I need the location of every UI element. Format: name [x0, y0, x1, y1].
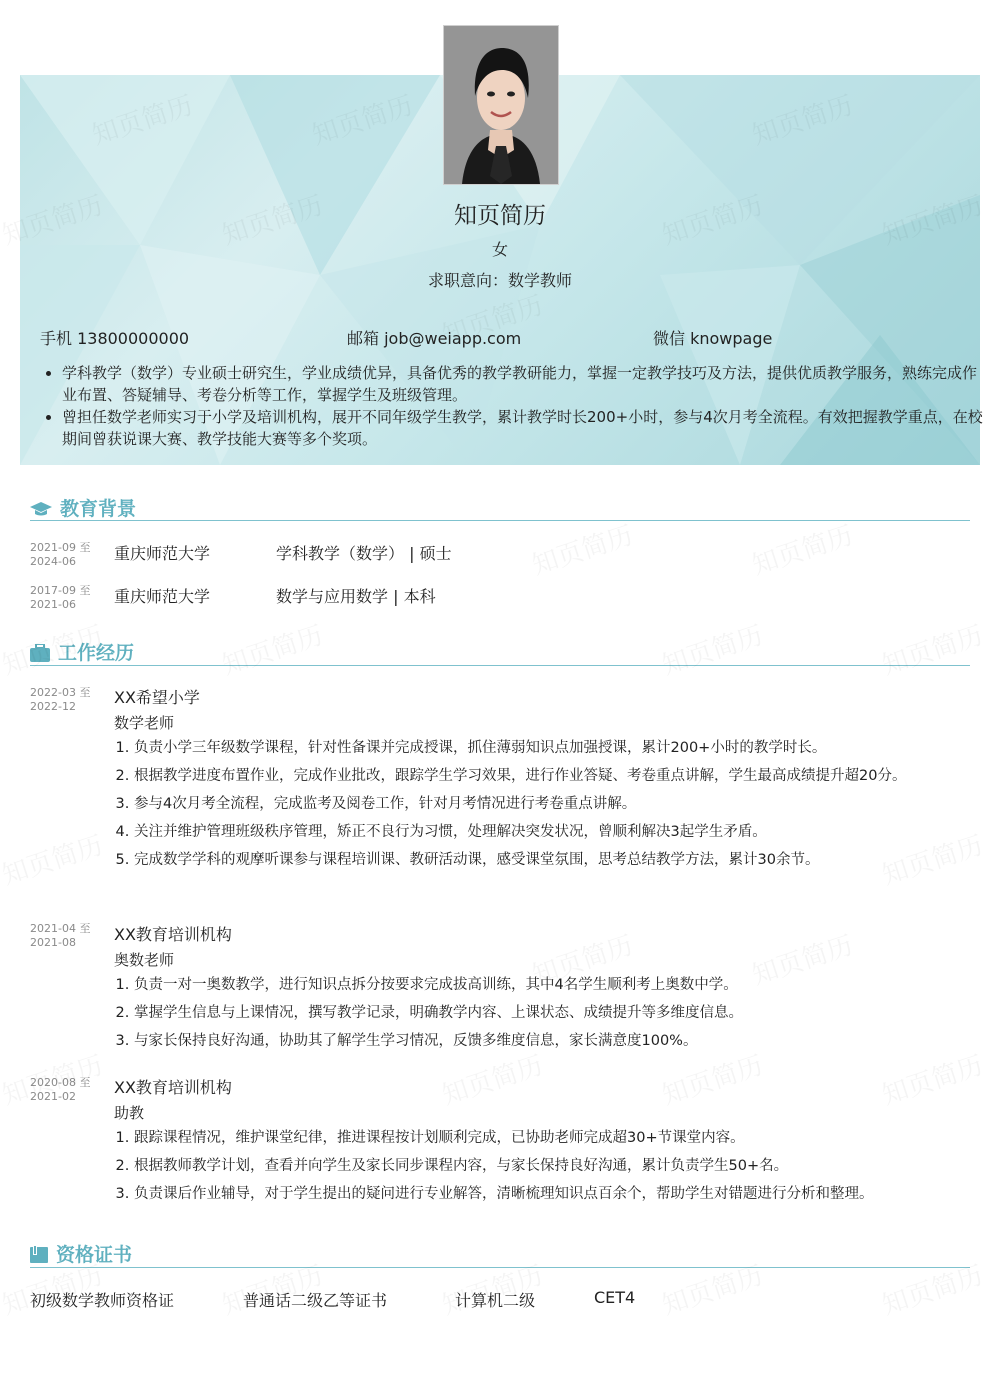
watermark-text — [217, 615, 327, 682]
summary-item: • 曾担任数学老师实习于小学及培训机构，展开不同年级学生教学，累计教学时长200+小时，参与4次月考全流程。有效把握教学重点，在校期间曾获说课大赛、教学技能大赛等多个奖项。 — [62, 406, 987, 450]
email-text: 邮箱 job@weiapp.com — [347, 329, 522, 348]
candidate-name: 知页简历 — [454, 203, 546, 229]
candidate-gender: 女 — [491, 240, 508, 259]
watermark-text — [657, 1255, 767, 1322]
watermark-text — [657, 615, 767, 682]
certificate-item: 普通话二级乙等证书 — [243, 1291, 388, 1310]
work-date: 2020-08 至 2021-02 — [30, 1076, 91, 1103]
major-degree: 数学与应用数学 | 本科 — [276, 587, 436, 606]
watermark-text — [877, 615, 987, 682]
watermark-text — [527, 515, 637, 582]
duty-item: 2. 掌握学生信息与上课情况，撰写教学记录，明确教学内容、上课状态、成绩提升等多维度信息。 — [134, 999, 979, 1027]
education-divider — [30, 520, 970, 521]
education-title-text: 教育背景 — [60, 498, 137, 520]
duty-item: 1. 负责一对一奥数教学，进行知识点拆分按要求完成拔高训练，其中4名学生顺利考上奥数中学。 — [134, 971, 979, 999]
certificates-title-text: 资格证书 — [56, 1244, 133, 1266]
book-icon — [30, 1246, 48, 1269]
watermark-text — [877, 1255, 987, 1322]
school-name: 重庆师范大学 — [114, 544, 211, 563]
duty-item: 2. 根据教师教学计划，查看并向学生及家长同步课程内容，与家长保持良好沟通，累计负责学生50+名。 — [134, 1152, 979, 1180]
duty-item: 4. 关注并维护管理班级秩序管理，矫正不良行为习惯，处理解决突发状况，曾顺利解决3起学生矛盾。 — [134, 818, 979, 846]
certificate-item: 计算机二级 — [455, 1291, 536, 1310]
certificates-section-title — [30, 1240, 132, 1269]
certificates-divider — [30, 1267, 970, 1268]
education-section-title — [30, 494, 136, 523]
certificate-item: CET4 — [594, 1288, 636, 1307]
duty-list — [114, 971, 979, 1055]
phone-text: 手机 13800000000 — [40, 329, 190, 348]
education-date: 2021-09 至 2024-06 — [30, 541, 91, 568]
duty-item: 1. 负责小学三年级数学课程，针对性备课并完成授课，抓住薄弱知识点加强授课，累计200+小时的教学时长。 — [134, 734, 979, 762]
duty-item: 3. 参与4次月考全流程，完成监考及阅卷工作，针对月考情况进行考卷重点讲解。 — [134, 790, 979, 818]
company-name: XX教育培训机构 — [114, 925, 232, 944]
school-name: 重庆师范大学 — [114, 587, 211, 606]
job-role: 数学老师 — [114, 714, 175, 732]
work-title-text: 工作经历 — [58, 642, 135, 664]
watermark-text — [747, 515, 857, 582]
duty-list — [114, 1124, 979, 1208]
education-date: 2017-09 至 2021-06 — [30, 584, 91, 611]
briefcase-icon — [30, 644, 50, 667]
duty-item: 3. 与家长保持良好沟通，协助其了解学生学习情况，反馈多维度信息，家长满意度100%。 — [134, 1027, 979, 1055]
duty-item: 5. 完成数学学科的观摩听课参与课程培训课、教研活动课，感受课堂氛围，思考总结教学方法，累计30余节。 — [134, 846, 979, 874]
work-divider — [30, 665, 970, 666]
avatar — [443, 25, 559, 185]
job-role: 奥数老师 — [114, 951, 175, 969]
job-role: 助教 — [114, 1104, 145, 1122]
summary-list — [40, 362, 987, 450]
work-date: 2021-04 至 2021-08 — [30, 922, 91, 949]
duty-item: 2. 根据教学进度布置作业，完成作业批改，跟踪学生学习效果，进行作业答疑、考卷重点讲解，学生最高成绩提升超20分。 — [134, 762, 979, 790]
duty-list — [114, 734, 979, 874]
work-section-title — [30, 638, 134, 667]
summary-item: • 学科教学（数学）专业硕士研究生，学业成绩优异，具备优秀的教学教研能力，掌握一定教学技巧及方法，提供优质教学服务，熟练完成作业布置、答疑辅导、考卷分析等工作，掌握学生及班级管理。 — [62, 362, 987, 406]
company-name: XX教育培训机构 — [114, 1078, 232, 1097]
certificate-item: 初级数学教师资格证 — [30, 1291, 175, 1310]
work-date: 2022-03 至 2022-12 — [30, 686, 91, 713]
job-intent: 求职意向：数学教师 — [427, 271, 572, 290]
watermark-text — [0, 825, 107, 892]
wechat-text: 微信 knowpage — [653, 329, 773, 348]
duty-item: 1. 跟踪课程情况，维护课堂纪律，推进课程按计划顺利完成，已协助老师完成超30+节课堂内容。 — [134, 1124, 979, 1152]
company-name: XX希望小学 — [114, 688, 200, 707]
duty-item: 3. 负责课后作业辅导，对于学生提出的疑问进行专业解答，清晰梳理知识点百余个，帮助学生对错题进行分析和整理。 — [134, 1180, 979, 1208]
major-degree: 学科教学（数学） | 硕士 — [276, 544, 452, 563]
